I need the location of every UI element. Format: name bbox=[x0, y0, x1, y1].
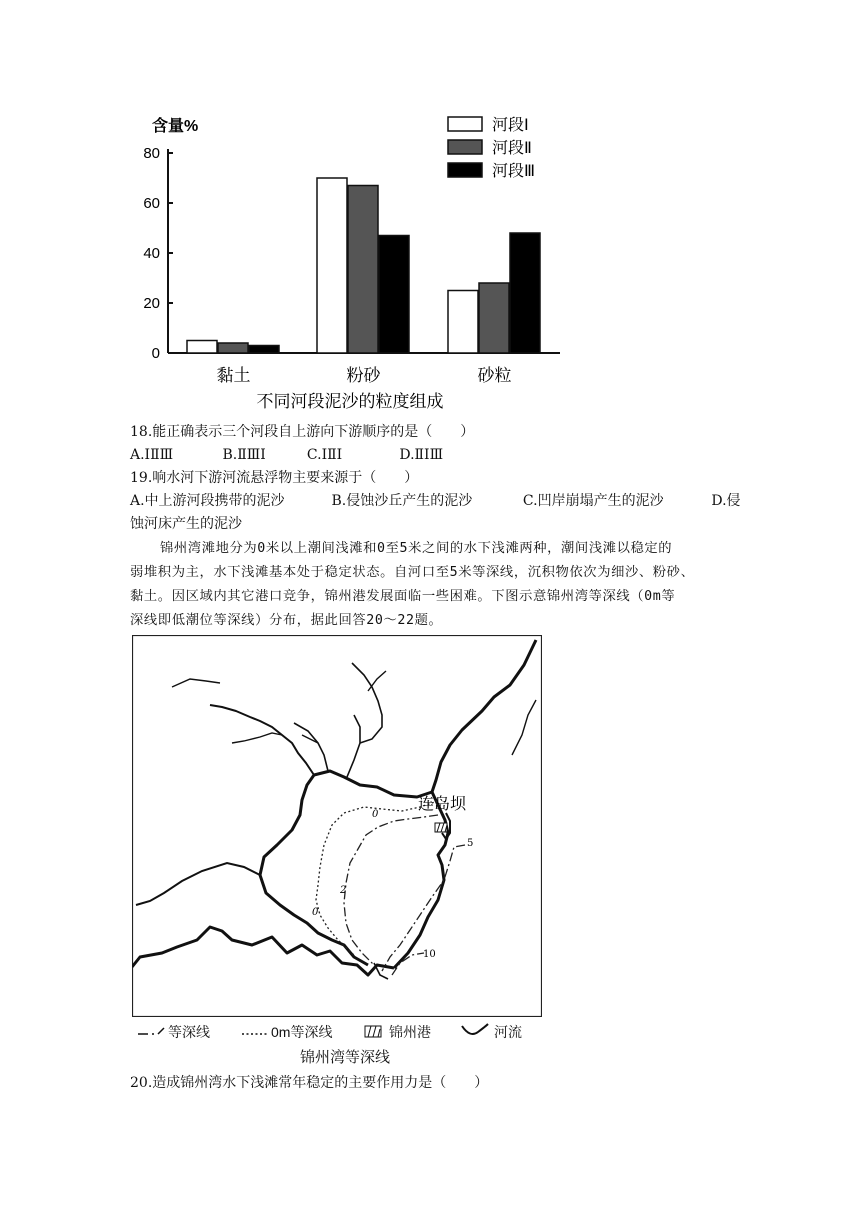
y-tick-label: 60 bbox=[143, 195, 160, 212]
question-18-stem: 18.能正确表示三个河段自上游向下游顺序的是（ ） bbox=[130, 424, 475, 440]
q18-option-c: C.ⅠⅡⅠ bbox=[306, 447, 343, 463]
river bbox=[172, 679, 220, 687]
question-20-stem: 20.造成锦州湾水下浅滩常年稳定的主要作用力是（ ） bbox=[130, 1075, 489, 1091]
bar bbox=[448, 291, 478, 354]
x-category-label: 黏土 bbox=[216, 366, 251, 385]
bar bbox=[187, 341, 217, 354]
depth-contour-2m bbox=[344, 815, 438, 965]
q19-option-c: C.凹岸崩塌产生的泥沙 bbox=[522, 493, 664, 509]
legend-zero-contour-symbol bbox=[240, 1022, 270, 1040]
map-caption: 锦州湾等深线 bbox=[300, 1049, 391, 1066]
q18-option-a: A.ⅠⅡⅢ bbox=[130, 447, 174, 463]
chart-title: 不同河段泥沙的粒度组成 bbox=[256, 392, 444, 411]
jinzhou-bay-depth-map bbox=[132, 635, 542, 1017]
coastline-inner-bay bbox=[260, 771, 432, 965]
passage-line: 黏土。因区域内其它港口竞争，锦州港发展面临一些困难。下图示意锦州湾等深线（0m等 bbox=[130, 589, 676, 604]
bar bbox=[479, 283, 509, 353]
y-tick-label: 80 bbox=[143, 145, 160, 162]
q19-option-d-continuation: 蚀河床产生的泥沙 bbox=[130, 516, 242, 532]
legend-zero-contour: 0m等深线 bbox=[271, 1024, 333, 1040]
coastline-lower-west bbox=[136, 863, 260, 905]
question-19-options bbox=[130, 491, 741, 511]
contour-label: 2 bbox=[340, 885, 347, 896]
question-19-stem: 19.响水河下游河流悬浮物主要来源于（ ） bbox=[130, 470, 419, 486]
legend-depth-contour: 等深线 bbox=[168, 1024, 210, 1040]
legend-swatch bbox=[448, 163, 482, 177]
legend-label: 河段Ⅲ bbox=[492, 163, 536, 180]
passage bbox=[130, 537, 730, 633]
river bbox=[352, 663, 382, 743]
q19-option-b: B.侵蚀沙丘产生的泥沙 bbox=[331, 493, 473, 509]
q19-option-d: D.侵 bbox=[711, 493, 741, 509]
river bbox=[347, 715, 360, 777]
question-18-options bbox=[130, 445, 443, 465]
legend-swatch bbox=[448, 140, 482, 154]
q19-option-a: A.中上游河段携带的泥沙 bbox=[130, 493, 285, 509]
bar bbox=[317, 178, 347, 353]
contour-label: 10 bbox=[423, 949, 436, 960]
place-label-liandaoba: 连岛坝 bbox=[418, 796, 467, 813]
zero-meter-contour bbox=[316, 801, 438, 955]
bar bbox=[379, 236, 409, 354]
y-tick-label: 20 bbox=[143, 295, 160, 312]
q18-option-d: D.ⅡⅠⅢ bbox=[399, 447, 444, 463]
legend-swatch bbox=[448, 117, 482, 131]
bar bbox=[249, 346, 279, 354]
legend-port: 锦州港 bbox=[389, 1024, 431, 1040]
contour-label: 0 bbox=[372, 809, 379, 820]
legend-river-symbol bbox=[460, 1020, 490, 1040]
y-tick-label: 0 bbox=[151, 345, 160, 362]
river bbox=[512, 700, 536, 755]
y-axis-label: 含量% bbox=[152, 118, 199, 135]
grain-size-chart bbox=[120, 105, 580, 415]
x-category-label: 砂粒 bbox=[477, 366, 512, 385]
legend-river: 河流 bbox=[494, 1024, 522, 1040]
contour-label: 0 bbox=[312, 907, 319, 918]
bar bbox=[348, 186, 378, 354]
river bbox=[368, 671, 386, 691]
bar bbox=[510, 233, 540, 353]
q18-option-b: B.ⅡⅢⅠ bbox=[222, 447, 266, 463]
legend-port-symbol bbox=[363, 1024, 385, 1040]
y-tick-label: 40 bbox=[143, 245, 160, 262]
legend-label: 河段Ⅰ bbox=[492, 117, 529, 134]
passage-line: 锦州湾滩地分为0米以上潮间浅滩和0至5米之间的水下浅滩两种，潮间浅滩以稳定的 bbox=[160, 541, 673, 556]
passage-line: 弱堆积为主，水下浅滩基本处于稳定状态。自河口至5米等深线，沉积物依次为细沙、粉砂、 bbox=[130, 565, 695, 580]
contour-label: 5 bbox=[467, 838, 474, 849]
river bbox=[294, 723, 328, 771]
river bbox=[232, 733, 282, 743]
passage-line: 深线即低潮位等深线）分布，据此回答20～22题。 bbox=[130, 613, 443, 628]
x-category-label: 粉砂 bbox=[346, 366, 381, 385]
coastline-west bbox=[132, 927, 394, 975]
bar bbox=[218, 343, 248, 353]
coastline-northwest bbox=[210, 705, 314, 775]
legend-label: 河段Ⅱ bbox=[492, 140, 532, 157]
